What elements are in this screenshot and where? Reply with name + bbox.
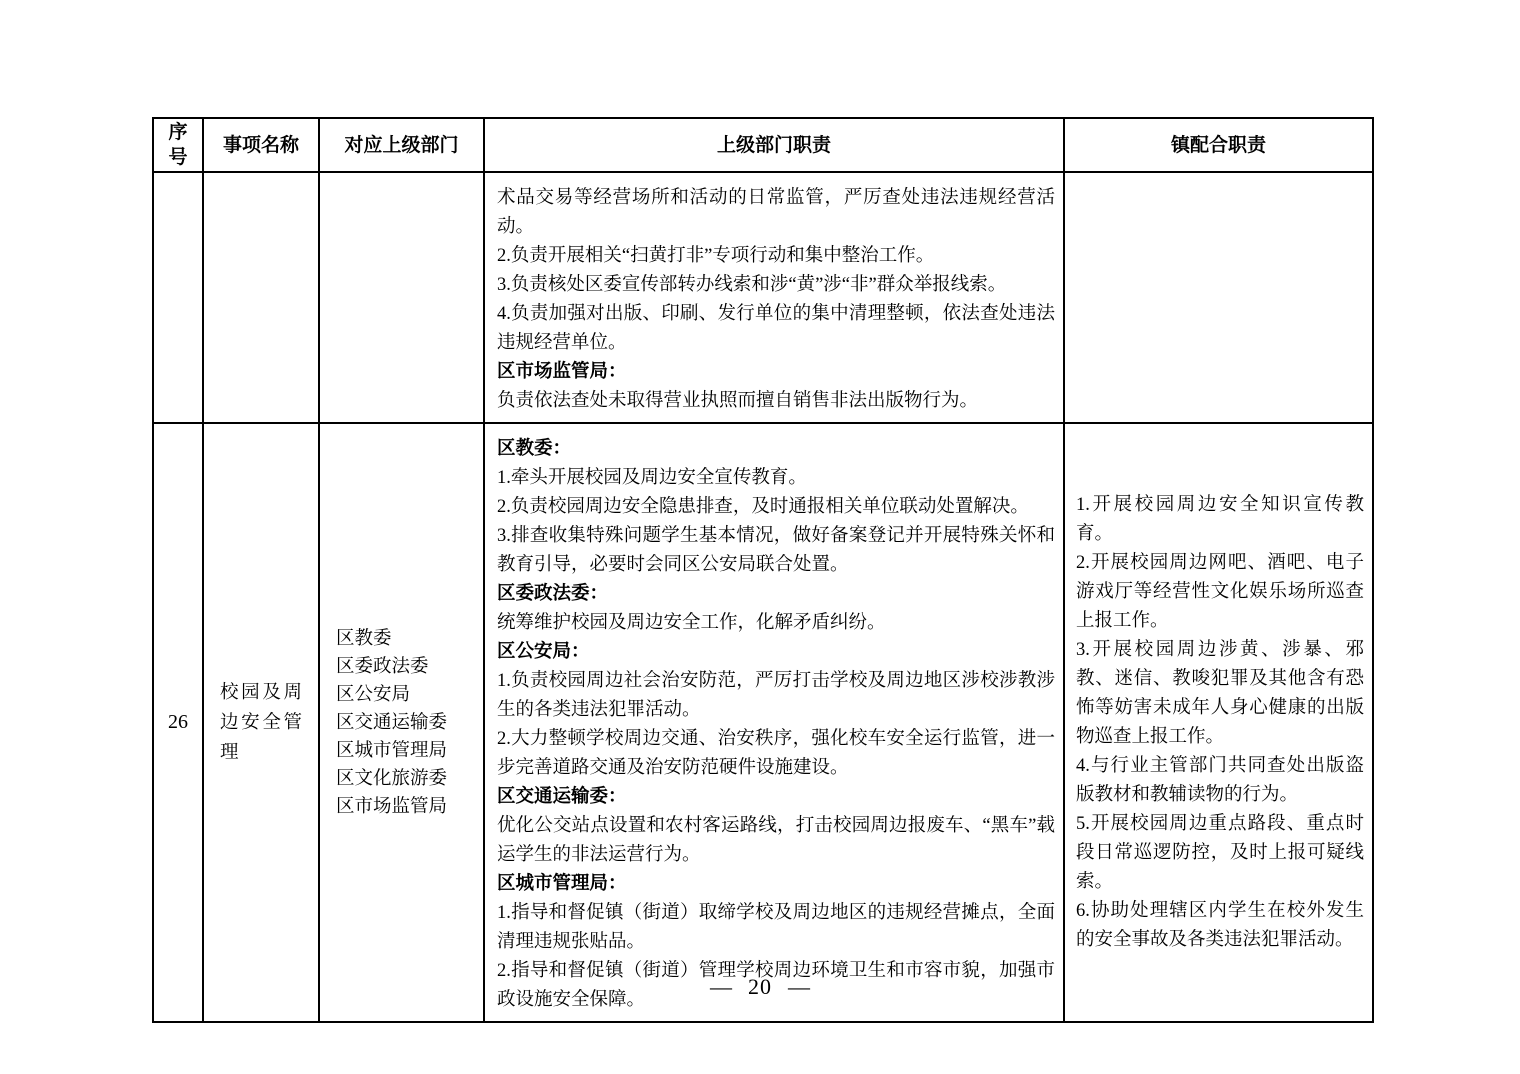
page-number-dash-left: — [710, 974, 732, 999]
page-number-value: 20 [748, 974, 772, 999]
responsibilities-table [152, 117, 1374, 1023]
department-heading: 区交通运输委： [497, 787, 627, 807]
superior-duties-cell [484, 423, 1064, 1022]
column-header-superior-department: 对应上级部门 [319, 118, 484, 172]
duty-paragraph: 统筹维护校园及周边安全工作，化解矛盾纠纷。 [497, 613, 886, 633]
superior-duties-cell [484, 172, 1064, 423]
duty-paragraph: 2.开展校园周边网吧、酒吧、电子游戏厅等经营性文化娱乐场所巡查上报工作。 [1076, 552, 1364, 631]
duty-paragraph: 优化公交站点设置和农村客运路线，打击校园周边报废车、“黑车”载运学生的非法运营行为。 [497, 816, 1055, 865]
table-row-26 [153, 423, 1373, 1022]
duty-paragraph: 6.协助处理辖区内学生在校外发生的安全事故及各类违法犯罪活动。 [1076, 900, 1364, 950]
column-header-item-name: 事项名称 [203, 118, 319, 172]
department-item: 区文化旅游委 [336, 768, 448, 789]
duty-paragraph: 3.排查收集特殊问题学生基本情况，做好备案登记并开展特殊关怀和教育引导，必要时会同区公安局联合处置。 [497, 526, 1055, 575]
duty-paragraph: 1.开展校园周边安全知识宣传教育。 [1076, 494, 1364, 544]
department-heading: 区城市管理局： [497, 874, 627, 894]
serial-cell [153, 172, 203, 423]
item-name-cell [203, 172, 319, 423]
departments-cell [319, 423, 484, 1022]
column-header-serial: 序号 [153, 118, 203, 172]
column-header-town-duties: 镇配合职责 [1064, 118, 1373, 172]
department-item: 区交通运输委 [336, 712, 448, 733]
department-heading: 区市场监管局： [497, 362, 627, 382]
department-item: 区城市管理局 [336, 740, 448, 761]
column-header-superior-duties: 上级部门职责 [484, 118, 1064, 172]
duty-paragraph: 5.开展校园周边重点路段、重点时段日常巡逻防控，及时上报可疑线索。 [1076, 813, 1364, 892]
duty-paragraph: 2.负责开展相关“扫黄打非”专项行动和集中整治工作。 [497, 246, 935, 266]
duty-paragraph: 2.大力整顿学校周边交通、治安秩序，强化校车安全运行监管，进一步完善道路交通及治安防范硬件设施建设。 [497, 729, 1055, 778]
department-heading: 区公安局： [497, 642, 590, 662]
table-row-continuation [153, 172, 1373, 423]
town-duties-cell [1064, 423, 1373, 1022]
duty-paragraph: 3.开展校园周边涉黄、涉暴、邪教、迷信、教唆犯罪及其他含有恐怖等妨害未成年人身心健康的出版物巡查上报工作。 [1076, 639, 1364, 747]
department-item: 区教委 [336, 628, 392, 649]
duty-paragraph: 2.负责校园周边安全隐患排查，及时通报相关单位联动处置解决。 [497, 497, 1029, 517]
department-item: 区委政法委 [336, 656, 429, 677]
duty-paragraph: 术品交易等经营场所和活动的日常监管，严厉查处违法违规经营活动。 [497, 188, 1055, 237]
serial-cell: 26 [153, 423, 203, 1022]
departments-cell [319, 172, 484, 423]
table-header-row [153, 118, 1373, 172]
duty-paragraph: 4.与行业主管部门共同查处出版盗版教材和教辅读物的行为。 [1076, 755, 1364, 805]
duty-paragraph: 3.负责核处区委宣传部转办线索和涉“黄”涉“非”群众举报线索。 [497, 275, 1007, 295]
duty-paragraph: 1.指导和督促镇（街道）取缔学校及周边地区的违规经营摊点，全面清理违规张贴品。 [497, 903, 1055, 952]
department-item: 区公安局 [336, 684, 411, 705]
department-heading: 区教委： [497, 439, 572, 459]
department-item: 区市场监管局 [336, 796, 448, 817]
department-heading: 区委政法委： [497, 584, 609, 604]
duty-paragraph: 1.负责校园周边社会治安防范，严厉打击学校及周边地区涉校涉教涉生的各类违法犯罪活动。 [497, 671, 1055, 720]
duty-paragraph: 4.负责加强对出版、印刷、发行单位的集中清理整顿，依法查处违法违规经营单位。 [497, 304, 1055, 353]
duty-paragraph: 2.指导和督促镇（街道）管理学校周边环境卫生和市容市貌，加强市政设施安全保障。 [497, 961, 1055, 1010]
duty-paragraph: 1.牵头开展校园及周边安全宣传教育。 [497, 468, 807, 488]
item-name-cell: 校园及周边安全管理 [203, 423, 319, 1022]
duty-paragraph: 负责依法查处未取得营业执照而擅自销售非法出版物行为。 [497, 391, 979, 411]
page-number [0, 970, 1520, 1004]
page-number-dash-right: — [788, 974, 810, 999]
town-duties-cell [1064, 172, 1373, 423]
